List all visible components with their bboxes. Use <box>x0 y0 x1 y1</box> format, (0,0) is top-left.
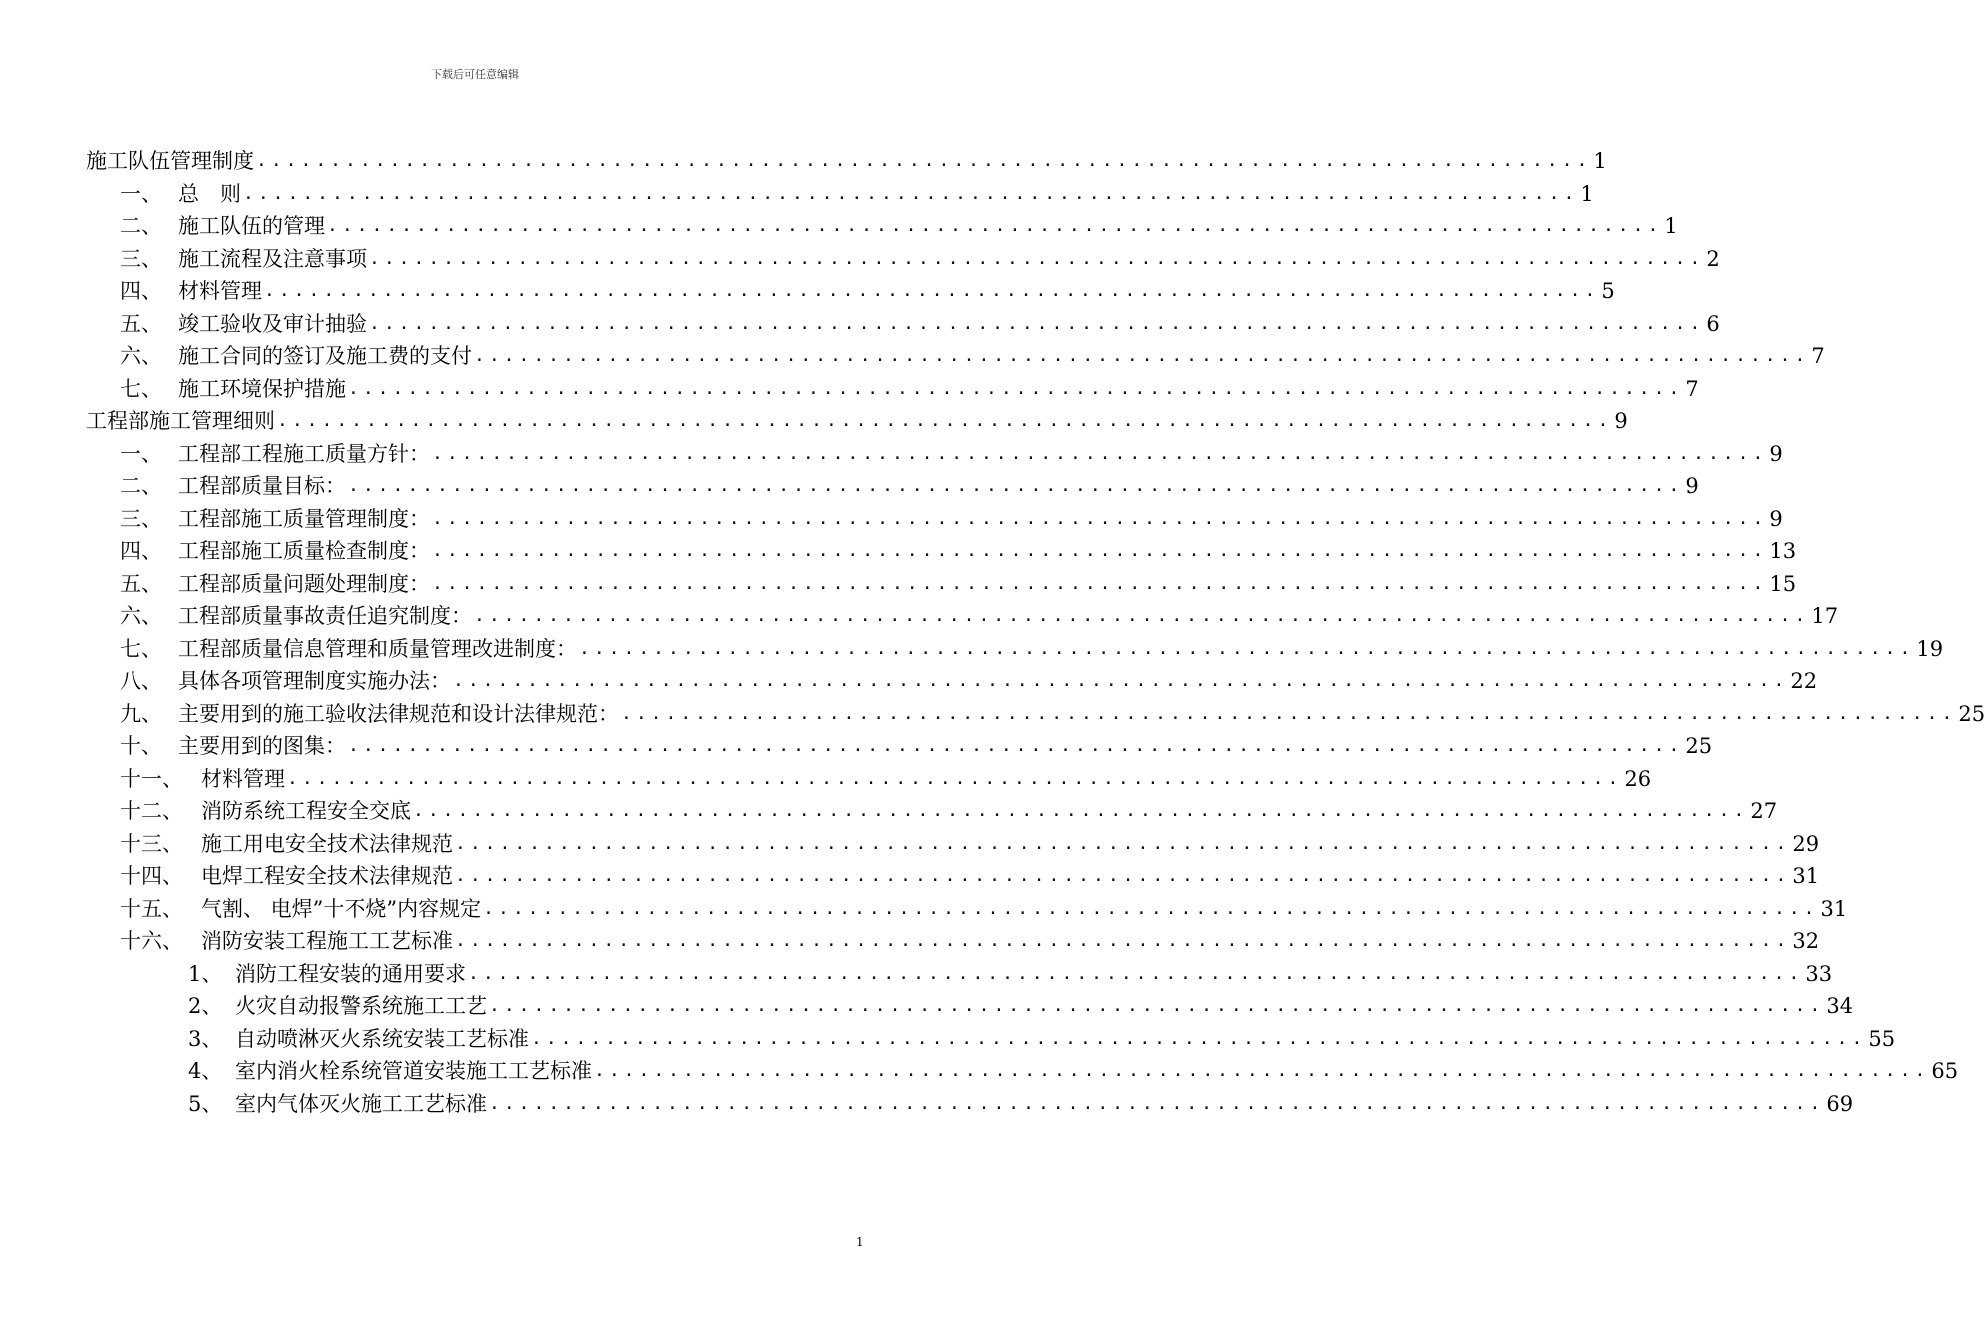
toc-page: 22 <box>1790 669 1818 693</box>
toc-page: 15 <box>1769 572 1797 596</box>
toc-page: 25 <box>1685 734 1713 758</box>
toc-number: 五、 <box>120 572 162 596</box>
toc-number: 一、 <box>120 442 162 466</box>
toc-number: 四、 <box>120 279 162 303</box>
toc-page: 25 <box>1958 702 1985 726</box>
toc-title: 施工用电安全技术法律规范 <box>201 832 453 856</box>
toc-entry[interactable] <box>86 145 1607 177</box>
toc-number: 1、 <box>188 962 223 986</box>
toc-page: 9 <box>1769 507 1783 531</box>
toc-leader: .......................................................................................... <box>621 703 1957 724</box>
toc-page: 13 <box>1769 539 1797 563</box>
toc-page: 33 <box>1805 962 1833 986</box>
toc-entry[interactable] <box>120 633 1944 665</box>
toc-entry[interactable] <box>120 275 1615 307</box>
toc-page: 7 <box>1685 377 1699 401</box>
toc-entry[interactable] <box>188 990 1854 1022</box>
toc-page: 19 <box>1916 637 1944 661</box>
toc-leader: .......................................................................................... <box>287 768 1623 789</box>
toc-title: 消防安装工程施工工艺标准 <box>201 929 453 953</box>
toc-page: 17 <box>1811 604 1839 628</box>
toc-leader: .......................................................................................... <box>432 508 1768 529</box>
header-note: 下载后可任意编辑 <box>431 68 519 81</box>
toc-number: 七、 <box>120 377 162 401</box>
toc-number: 七、 <box>120 637 162 661</box>
toc-leader: .......................................................................................... <box>489 1093 1825 1114</box>
toc-entry[interactable] <box>120 600 1839 632</box>
toc-page: 27 <box>1750 799 1778 823</box>
toc-title: 工程部施工质量检查制度： <box>178 539 430 563</box>
toc-entry[interactable] <box>188 1023 1896 1055</box>
toc-leader: .......................................................................................... <box>256 150 1592 171</box>
toc-page: 32 <box>1792 929 1820 953</box>
toc-number: 三、 <box>120 247 162 271</box>
toc-leader: .......................................................................................... <box>277 410 1613 431</box>
toc-page: 1 <box>1580 182 1594 206</box>
toc-page: 6 <box>1706 312 1720 336</box>
toc-title: 施工合同的签订及施工费的支付 <box>178 344 472 368</box>
toc-leader: .......................................................................................... <box>468 963 1804 984</box>
toc-page: 1 <box>1593 149 1607 173</box>
toc-leader: .......................................................................................... <box>243 183 1579 204</box>
toc-title: 工程部工程施工质量方针： <box>178 442 430 466</box>
toc-entry[interactable] <box>120 795 1778 827</box>
toc-leader: .......................................................................................... <box>327 215 1663 236</box>
toc-title: 施工环境保护措施 <box>178 377 346 401</box>
toc-entry[interactable] <box>120 893 1848 925</box>
toc-number: 十三、 <box>120 832 183 856</box>
toc-number: 十六、 <box>120 929 183 953</box>
toc-title: 工程部质量信息管理和质量管理改进制度： <box>178 637 577 661</box>
toc-number: 八、 <box>120 669 162 693</box>
toc-page: 9 <box>1685 474 1699 498</box>
toc-page: 55 <box>1868 1027 1896 1051</box>
toc-leader: .......................................................................................... <box>483 898 1819 919</box>
toc-title: 材料管理 <box>201 767 285 791</box>
page-number: 1 <box>856 1235 864 1249</box>
toc-number: 四、 <box>120 539 162 563</box>
toc-entry[interactable] <box>188 1055 1959 1087</box>
toc-page: 9 <box>1614 409 1628 433</box>
toc-leader: .......................................................................................... <box>455 865 1791 886</box>
toc-entry[interactable] <box>188 1088 1854 1120</box>
toc-page: 65 <box>1931 1059 1959 1083</box>
toc-entry[interactable] <box>120 243 1720 275</box>
toc-leader: .......................................................................................... <box>489 995 1825 1016</box>
toc-leader: .......................................................................................... <box>531 1028 1867 1049</box>
toc-entry[interactable] <box>188 958 1833 990</box>
toc-page: 69 <box>1826 1092 1854 1116</box>
toc-number: 一、 <box>120 182 162 206</box>
toc-entry[interactable] <box>120 860 1820 892</box>
toc-title: 消防工程安装的通用要求 <box>235 962 466 986</box>
toc-entry[interactable] <box>120 925 1820 957</box>
toc-page: 9 <box>1769 442 1783 466</box>
toc-title: 火灾自动报警系统施工工艺 <box>235 994 487 1018</box>
toc-leader: .......................................................................................... <box>474 345 1810 366</box>
toc-number: 六、 <box>120 344 162 368</box>
toc-number: 六、 <box>120 604 162 628</box>
toc-number: 2、 <box>188 994 223 1018</box>
toc-page: 5 <box>1601 279 1615 303</box>
toc-entry[interactable] <box>120 568 1797 600</box>
toc-entry[interactable] <box>120 730 1713 762</box>
toc-number: 三、 <box>120 507 162 531</box>
toc-number: 5、 <box>188 1092 223 1116</box>
toc-page: 7 <box>1811 344 1825 368</box>
toc-leader: .......................................................................................... <box>369 248 1705 269</box>
toc-leader: .......................................................................................... <box>413 800 1749 821</box>
toc-title: 施工流程及注意事项 <box>178 247 367 271</box>
toc-entry[interactable] <box>120 698 1985 730</box>
toc-page: 1 <box>1664 214 1678 238</box>
toc-title: 总 则 <box>178 182 241 206</box>
toc-page: 29 <box>1792 832 1820 856</box>
toc-leader: .......................................................................................... <box>455 930 1791 951</box>
toc-entry[interactable] <box>120 665 1818 697</box>
toc-title: 工程部施工质量管理制度： <box>178 507 430 531</box>
toc-title: 竣工验收及审计抽验 <box>178 312 367 336</box>
toc-entry[interactable] <box>120 438 1783 470</box>
toc-title: 室内消火栓系统管道安装施工工艺标准 <box>235 1059 592 1083</box>
toc-number: 4、 <box>188 1059 223 1083</box>
toc-leader: .......................................................................................... <box>432 540 1768 561</box>
toc-page: 31 <box>1820 897 1848 921</box>
toc-leader: .......................................................................................... <box>369 313 1705 334</box>
toc-number: 十、 <box>120 734 162 758</box>
toc-entry[interactable] <box>120 503 1783 535</box>
toc-entry[interactable] <box>86 405 1628 437</box>
toc-page: 34 <box>1826 994 1854 1018</box>
toc-entry[interactable] <box>120 828 1820 860</box>
toc-number: 十四、 <box>120 864 183 888</box>
toc-number: 五、 <box>120 312 162 336</box>
toc-title: 自动喷淋灭火系统安装工艺标准 <box>235 1027 529 1051</box>
toc-number: 九、 <box>120 702 162 726</box>
toc-leader: .......................................................................................... <box>453 670 1789 691</box>
toc-title: 工程部施工管理细则 <box>86 409 275 433</box>
toc-leader: .......................................................................................... <box>264 280 1600 301</box>
toc-title: 施工队伍的管理 <box>178 214 325 238</box>
toc-entry[interactable] <box>120 210 1678 242</box>
toc-leader: .......................................................................................... <box>348 378 1684 399</box>
toc-leader: .......................................................................................... <box>455 833 1791 854</box>
toc-leader: .......................................................................................... <box>348 735 1684 756</box>
toc-title: 气割、 电焊”十不烧”内容规定 <box>201 897 482 921</box>
toc-leader: .......................................................................................... <box>348 475 1684 496</box>
toc-number: 十一、 <box>120 767 183 791</box>
toc-title: 工程部质量事故责任追究制度： <box>178 604 472 628</box>
toc-title: 施工队伍管理制度 <box>86 149 254 173</box>
toc-leader: .......................................................................................... <box>432 573 1768 594</box>
toc-page: 31 <box>1792 864 1820 888</box>
toc-title: 电焊工程安全技术法律规范 <box>201 864 453 888</box>
toc-entry[interactable] <box>120 470 1699 502</box>
toc-page: 26 <box>1624 767 1652 791</box>
toc-entry[interactable] <box>120 373 1699 405</box>
toc-number: 二、 <box>120 214 162 238</box>
toc-leader: .......................................................................................... <box>594 1060 1930 1081</box>
toc-leader: .......................................................................................... <box>432 443 1768 464</box>
toc-number: 二、 <box>120 474 162 498</box>
toc-title: 具体各项管理制度实施办法： <box>178 669 451 693</box>
toc-leader: .......................................................................................... <box>474 605 1810 626</box>
toc-title: 材料管理 <box>178 279 262 303</box>
toc-title: 工程部质量问题处理制度： <box>178 572 430 596</box>
toc-title: 工程部质量目标： <box>178 474 346 498</box>
toc-leader: .......................................................................................... <box>579 638 1915 659</box>
toc-number: 3、 <box>188 1027 223 1051</box>
toc-entry[interactable] <box>120 340 1825 372</box>
toc-title: 消防系统工程安全交底 <box>201 799 411 823</box>
toc-entry[interactable] <box>120 763 1652 795</box>
toc-title: 主要用到的图集： <box>178 734 346 758</box>
toc-entry[interactable] <box>120 535 1797 567</box>
toc-entry[interactable] <box>120 308 1720 340</box>
toc-number: 十五、 <box>120 897 183 921</box>
toc-page: 2 <box>1706 247 1720 271</box>
toc-entry[interactable] <box>120 178 1594 210</box>
toc-title: 主要用到的施工验收法律规范和设计法律规范： <box>178 702 619 726</box>
toc-title: 室内气体灭火施工工艺标准 <box>235 1092 487 1116</box>
toc-number: 十二、 <box>120 799 183 823</box>
